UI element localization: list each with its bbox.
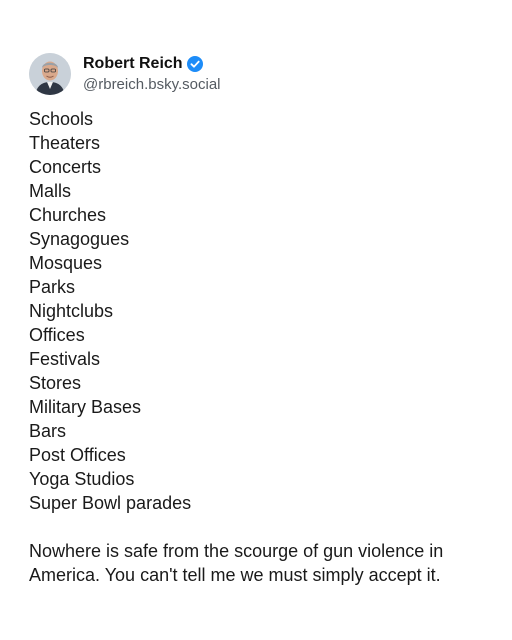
post-author — [29, 53, 221, 95]
list-item: Festivals — [29, 349, 101, 369]
list-item: Military Bases — [29, 397, 142, 417]
list-item: Schools — [29, 109, 94, 129]
closing-paragraph: Nowhere is safe from the scourge of gun violence in America. You can't tell me we must simply accept it. — [29, 541, 444, 585]
author-name-row — [83, 53, 221, 74]
list-item: Bars — [29, 421, 67, 441]
list-item: Nightclubs — [29, 301, 114, 321]
verified-check-icon — [187, 56, 203, 72]
list-item: Theaters — [29, 133, 101, 153]
list-item: Concerts — [29, 157, 102, 177]
author-handle[interactable]: @rbreich.bsky.social — [83, 76, 221, 93]
avatar[interactable] — [29, 53, 71, 95]
list-item: Parks — [29, 277, 76, 297]
list-item: Synagogues — [29, 229, 130, 249]
list-item: Stores — [29, 373, 82, 393]
list-item: Super Bowl parades — [29, 493, 192, 513]
list-item: Mosques — [29, 253, 103, 273]
list-item: Churches — [29, 205, 107, 225]
post-text — [29, 107, 489, 587]
list-item: Yoga Studios — [29, 469, 135, 489]
venue-list — [29, 107, 489, 515]
author-info — [83, 53, 221, 95]
list-item: Offices — [29, 325, 85, 345]
list-item: Post Offices — [29, 445, 126, 465]
list-item: Malls — [29, 181, 72, 201]
author-display-name[interactable]: Robert Reich — [83, 54, 183, 72]
